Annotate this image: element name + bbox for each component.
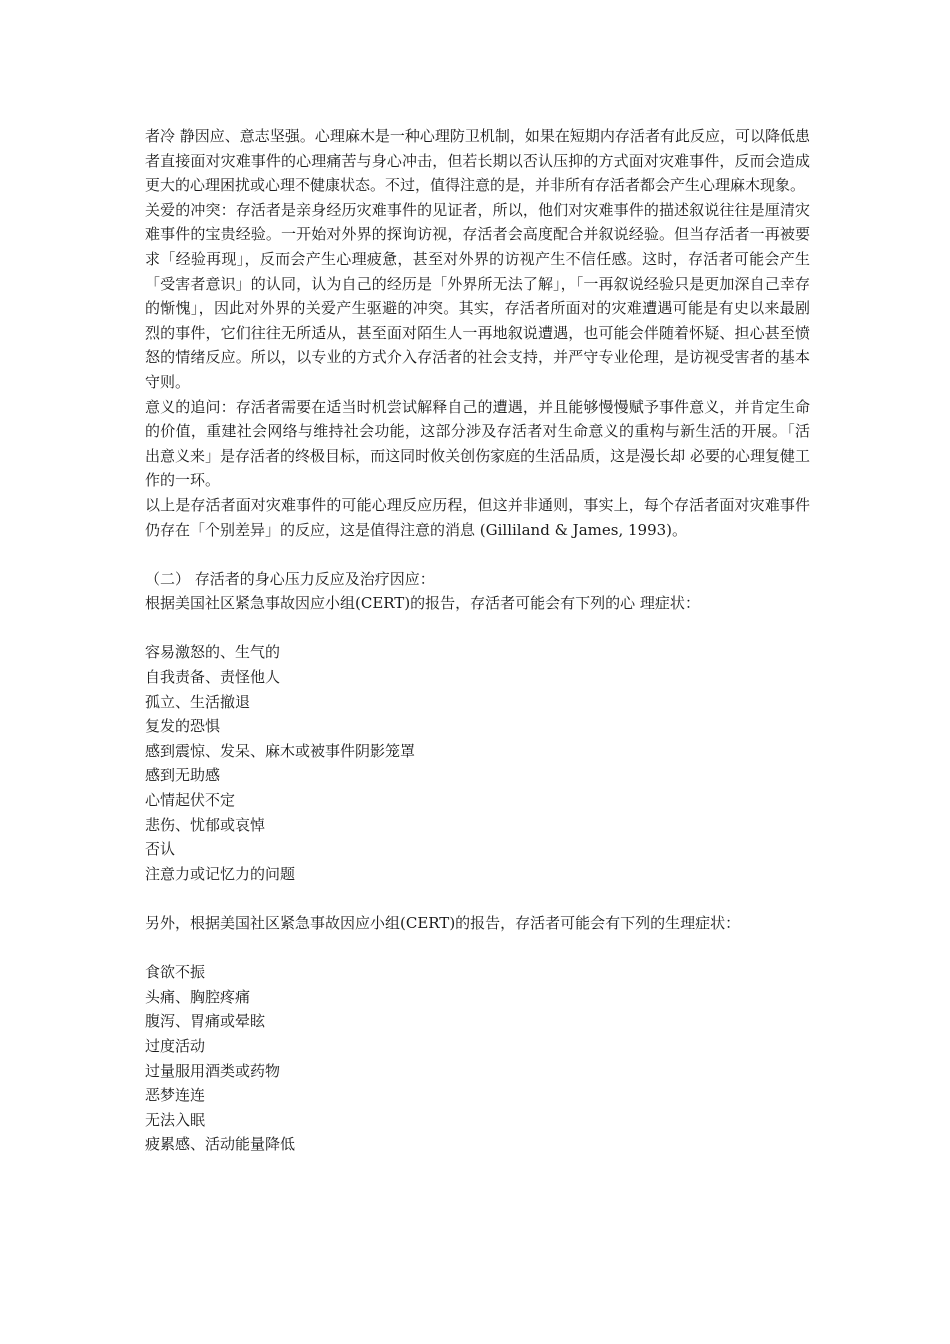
physio-symptom-list — [145, 960, 810, 1157]
list-item: 心情起伏不定 — [145, 791, 236, 810]
spacer — [145, 616, 810, 641]
spacer — [145, 886, 810, 911]
list-item: 容易激怒的、生气的 — [145, 643, 281, 662]
spacer — [145, 936, 810, 961]
psych-symptom-list — [145, 640, 810, 886]
paragraph-care-conflict: 关爱的冲突：存活者是亲身经历灾难事件的见证者，所以，他们对灾难事件的描述叙说往往是厘清灾难事件的宝贵经验。一开始对外界的探询访视，存活者会高度配合并叙说经验。但当存活者一再被要求「经验再现」，反而会产生心理疲惫，甚至对外界的访视产生不信任感。这时，存活者可能会产生「受害者意识」的认同，认为自己的经历是「外界所无法了解」，「一再叙说经验只是更加深自己幸存的惭愧」，因此对外界的关爱产生驱避的冲突。其实，存活者所面对的灾难遭遇可能是有史以来最剧烈的事件，它们往往无所适从，甚至面对陌生人一再地叙说遭遇，也可能会伴随着怀疑、担心甚至愤怒的情绪反应。所以，以专业的方式介入存活者的社会支持，并严守专业伦理，是访视受害者的基本守则。 — [145, 200, 810, 391]
document-page — [145, 124, 810, 1157]
list-item: 复发的恐惧 — [145, 717, 221, 736]
list-item: 孤立、生活撤退 — [145, 692, 251, 711]
list-item: 无法入眠 — [145, 1110, 206, 1129]
list-item: 腹泻、胃痛或晕眩 — [145, 1012, 266, 1031]
list-item: 疲累感、活动能量降低 — [145, 1135, 296, 1154]
list-item: 悲伤、忧郁或哀悼 — [145, 815, 266, 834]
list-item: 自我责备、责怪他人 — [145, 668, 281, 687]
list-item: 感到震惊、发呆、麻木或被事件阴影笼罩 — [145, 741, 416, 760]
list-item: 注意力或记忆力的问题 — [145, 864, 296, 883]
list-item: 恶梦连连 — [145, 1086, 206, 1105]
psych-symptoms-intro: 根据美国社区紧急事故因应小组(CERT)的报告，存活者可能会有下列的心 理症状： — [145, 594, 700, 613]
list-item: 过量服用酒类或药物 — [145, 1061, 281, 1080]
spacer — [145, 542, 810, 567]
list-item: 食欲不振 — [145, 963, 206, 982]
list-item: 过度活动 — [145, 1036, 206, 1055]
list-item: 否认 — [145, 840, 176, 859]
paragraph-meaning-quest: 意义的追问：存活者需要在适当时机尝试解释自己的遭遇，并且能够慢慢赋予事件意义，并肯定生命的价值，重建社会网络与维持社会功能，这部分涉及存活者对生命意义的重构与新生活的开展。「活出意义来」是存活者的终极目标，而这同时攸关创伤家庭的生活品质，这是漫长却 必要的心理复健工作的一环。 — [145, 397, 810, 490]
list-item: 感到无助感 — [145, 766, 221, 785]
physio-symptoms-intro: 另外，根据美国社区紧急事故因应小组(CERT)的报告，存活者可能会有下列的生理症状： — [145, 914, 741, 932]
paragraph-summary: 以上是存活者面对灾难事件的可能心理反应历程，但这并非通则，事实上，每个存活者面对灾难事件仍存在「个别差异」的反应，这是值得注意的消息 (Gilliland & James, 1993)。 — [145, 495, 810, 539]
paragraph-numbness-continued: 者冷 静因应、意志坚强。心理麻木是一种心理防卫机制，如果在短期内存活者有此反应，可以降低患者直接面对灾难事件的心理痛苦与身心冲击，但若长期以否认压抑的方式面对灾难事件，反而会造成更大的心理困扰或心理不健康状态。不过，值得注意的是，并非所有存活者都会产生心理麻木现象。 — [145, 127, 810, 195]
section-heading: （二） 存活者的身心压力反应及治疗因应： — [145, 569, 435, 588]
list-item: 头痛、胸腔疼痛 — [145, 987, 251, 1006]
